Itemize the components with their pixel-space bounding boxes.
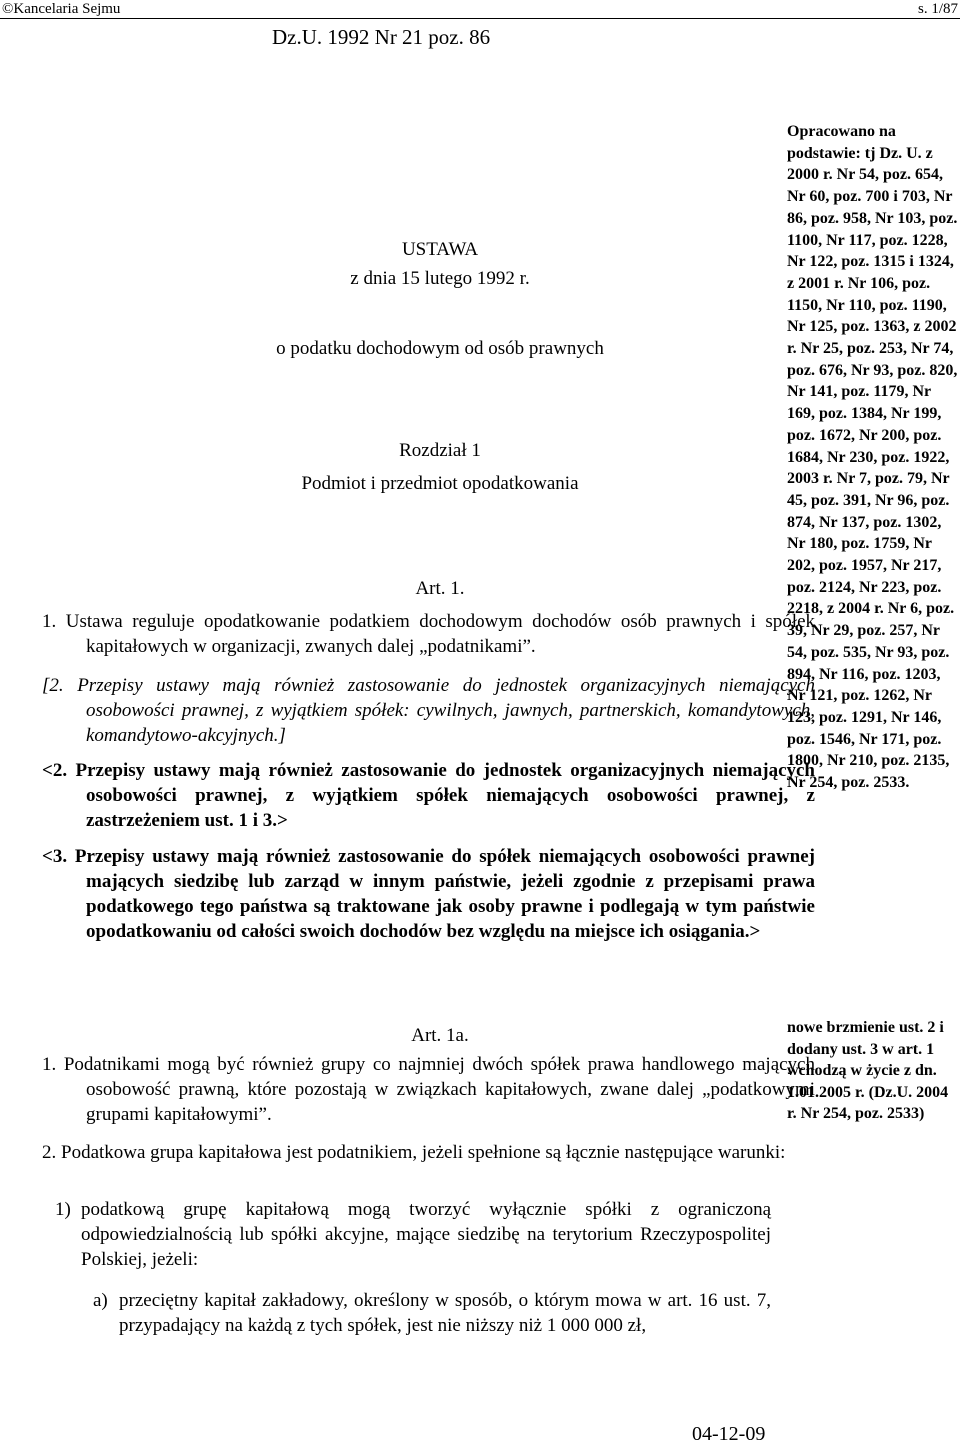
footer-date: 04-12-09: [692, 1423, 766, 1445]
chapter-number: Rozdział 1: [399, 440, 481, 461]
item-text: przeciętny kapitał zakładowy, określony w sposób, o którym mowa w art. 16 ust. 7, przypadający na każdą z tych spółek, jest nie niższy niż 1 000 000 zł,: [119, 1290, 771, 1336]
article-1-paragraph-1: 1. Ustawa reguluje opodatkowanie podatkiem dochodowym dochodów osób prawnych i spółek kapitałowych w organizacji, zwanych dalej „podatnikami”.: [42, 611, 815, 657]
source-sidenote: Opracowano na podstawie: tj Dz. U. z 2000 r. Nr 54, poz. 654, Nr 60, poz. 700 i 703, Nr 86, poz. 958, Nr 103, poz. 1100, Nr 117, poz. 1228, Nr 122, poz. 1315 i 1324, z 2001 r. Nr 106, poz. 1150, Nr 110, poz. 1190, Nr 125, poz. 1363, z 2002 r. Nr 25, poz. 253, Nr 74, poz. 676, Nr 93, poz. 820, Nr 141, poz. 1179, Nr 169, poz. 1384, Nr 199, poz. 1672, Nr 200, poz. 1684, Nr 230, poz. 1922, 2003 r. Nr 7, poz. 79, Nr 45, poz. 391, Nr 96, poz. 874, Nr 137, poz. 1302, Nr 180, poz. 1759, Nr 202, poz. 1957, Nr 217, poz. 2124, Nr 223, poz. 2218, z 2004 r. Nr 6, poz. 39, Nr 29, poz. 257, Nr 54, poz. 535, Nr 93, poz. 894, Nr 116, poz. 1203, Nr 121, poz. 1262, Nr 123, poz. 1291, Nr 146, poz. 1546, Nr 171, poz. 1800, Nr 210, poz. 2135, Nr 254, poz. 2533.: [787, 123, 958, 792]
amendment-sidenote: nowe brzmienie ust. 2 i dodany ust. 3 w art. 1 wchodzą w życie z dn. 1.01.2005 r. (Dz.U. 2004 r. Nr 254, poz. 2533): [787, 1019, 949, 1122]
header-page-number: s. 1/87: [917, 1, 958, 17]
act-type: USTAWA: [401, 239, 479, 260]
article-1a-item-1a: [93, 1288, 771, 1338]
article-1-paragraph-2-new: <2. Przepisy ustawy mają również zastosowanie do jednostek organizacyjnych niemających osobowości prawnej, z wyjątkiem spółek niemających osobowości prawnej, z zastrzeżeniem ust. 1 i 3.>: [42, 760, 815, 831]
header-divider: [0, 18, 960, 19]
item-number: 1): [55, 1199, 71, 1220]
article-1-paragraph-3-new: <3. Przepisy ustawy mają również zastosowanie do spółek niemających osobowości prawnej mających siedzibę lub zarząd w innym państwie, jeżeli zgodnie z przepisami prawa podatkowego tego państwa są traktowane jak osoby prawne i podlegają w tym państwie opodatkowaniu od całości swoich dochodów bez względu na miejsce ich osiągania.>: [42, 846, 815, 942]
header-copyright: ©Kancelaria Sejmu: [2, 1, 121, 17]
document-reference: Dz.U. 1992 Nr 21 poz. 86: [272, 25, 491, 49]
chapter-name: Podmiot i przedmiot opodatkowania: [301, 473, 579, 494]
article-1a-heading: Art. 1a.: [411, 1025, 469, 1046]
article-1a-paragraph-1: 1. Podatnikami mogą być również grupy co najmniej dwóch spółek prawa handlowego mających osobowość prawną, które pozostają w związkach kapitałowych, zwane dalej „podatkowymi grupami kapitałowymi”.: [42, 1054, 815, 1125]
item-text: podatkową grupę kapitałową mogą tworzyć wyłącznie spółki z ograniczoną odpowiedzialnością lub spółki akcyjne, mające siedzibę na terytorium Rzeczypospolitej Polskiej, jeżeli:: [81, 1199, 771, 1270]
article-1-heading: Art. 1.: [415, 578, 465, 599]
article-1a-paragraph-2: 2. Podatkowa grupa kapitałowa jest podatnikiem, jeżeli spełnione są łącznie następujące warunki:: [42, 1142, 786, 1163]
article-1-paragraph-2-repealed: [2. Przepisy ustawy mają również zastosowanie do jednostek organizacyjnych niemających osobowości prawnej, z wyjątkiem spółek: cywilnych, jawnych, partnerskich, komandytowych, komandytowo-akcyjnych.]: [42, 675, 815, 746]
item-letter: a): [93, 1290, 108, 1311]
act-subject: o podatku dochodowym od osób prawnych: [276, 338, 604, 359]
act-date: z dnia 15 lutego 1992 r.: [350, 268, 530, 289]
article-1a-item-1: [55, 1197, 771, 1272]
